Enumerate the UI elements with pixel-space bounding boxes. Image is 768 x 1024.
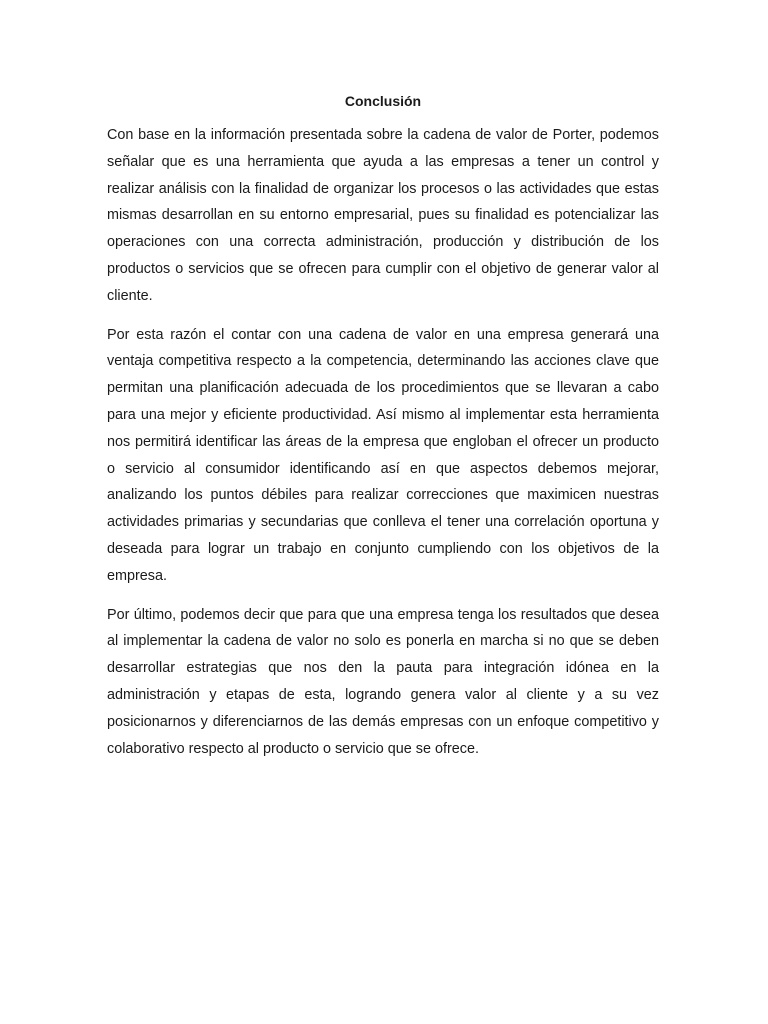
document-body (107, 90, 659, 774)
document-title: Conclusión (344, 93, 422, 109)
paragraph-1: Con base en la información presentada sobre la cadena de valor de Porter, podemos señalar que es una herramienta que ayuda a las empresas a tener un control y realizar análisis con la finalidad de organizar los procesos o las actividades que estas mismas desarrollan en su entorno empresarial, pues su finalidad es potencializar las operaciones con una correcta administración, producción y distribución de los productos o servicios que se ofrecen para cumplir con el objetivo de generar valor al cliente. (107, 127, 659, 304)
paragraph-3: Por último, podemos decir que para que una empresa tenga los resultados que desea al implementar la cadena de valor no solo es ponerla en marcha si no que se deben desarrollar estrategias que nos den la pauta para integración idónea en la administración y etapas de esta, logrando genera valor al cliente y a su vez posicionarnos y diferenciarnos de las demás empresas con un enfoque competitivo y colaborativo respecto al producto o servicio que se ofrece. (107, 606, 659, 757)
paragraph-2: Por esta razón el contar con una cadena de valor en una empresa generará una ventaja competitiva respecto a la competencia, determinando las acciones clave que permitan una planificación adecuada de los procedimientos que se llevaran a cabo para una mejor y eficiente productividad. Así mismo al implementar esta herramienta nos permitirá identificar las áreas de la empresa que engloban el ofrecer un producto o servicio al consumidor identificando así en que aspectos debemos mejorar, analizando los puntos débiles para realizar correcciones que maximicen nuestras actividades primarias y secundarias que conlleva el tener una correlación oportuna y deseada para lograr un trabajo en conjunto cumpliendo con los objetivos de la empresa. (107, 326, 659, 584)
